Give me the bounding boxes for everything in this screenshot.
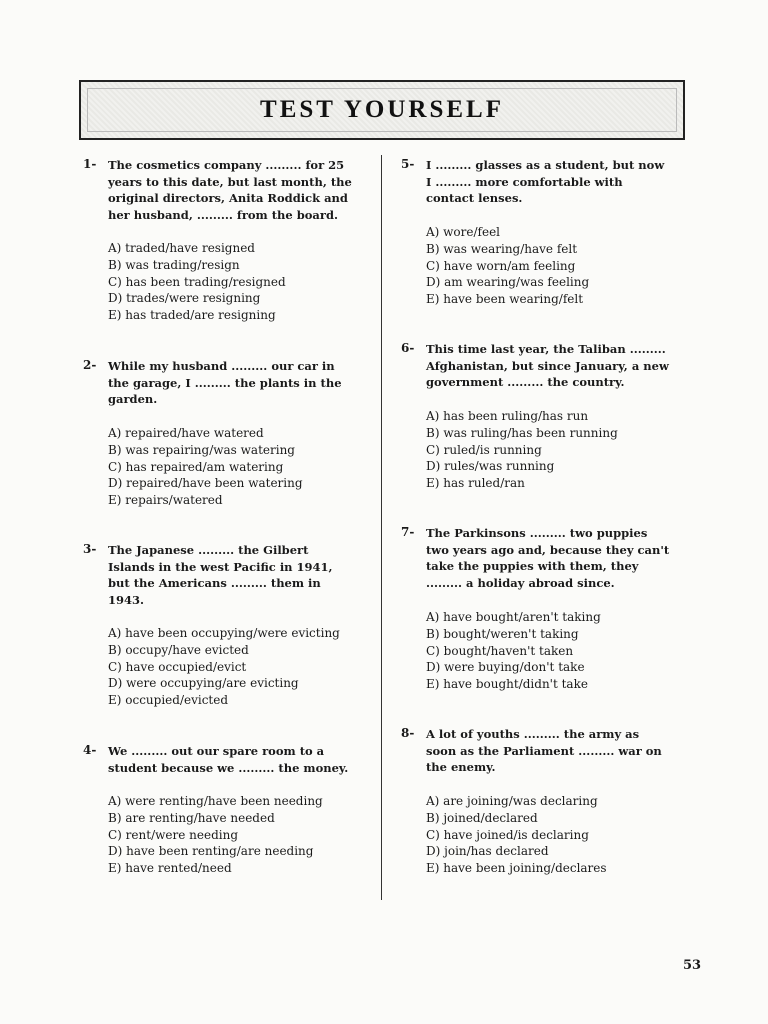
answer-options [108,425,303,509]
page-title: TEST YOURSELF [260,96,504,123]
option-a[interactable]: A) are joining/was declaring [426,794,598,808]
answer-options [426,224,589,308]
option-d[interactable]: D) repaired/have been watering [108,476,303,491]
option-c[interactable]: C) rent/were needing [108,827,238,842]
question-5 [401,157,701,307]
option-a[interactable]: A) have bought/aren't taking [426,610,601,624]
option-b[interactable]: B) joined/declared [426,810,538,825]
question-number: 2- [83,358,97,372]
option-c[interactable]: C) has repaired/am watering [108,459,284,474]
option-a[interactable]: A) have been occupying/were evicting [108,626,340,640]
question-number: 3- [83,542,97,556]
option-b[interactable]: B) occupy/have evicted [108,642,249,657]
answer-options [108,793,323,877]
option-e[interactable]: E) occupied/evicted [108,693,229,708]
question-number: 6- [401,341,415,355]
option-a[interactable]: A) repaired/have watered [108,426,264,440]
option-b[interactable]: B) was trading/resign [108,257,240,272]
option-e[interactable]: E) have been joining/declares [426,861,607,876]
option-a[interactable]: A) were renting/have been needing [108,794,323,808]
question-stem: While my husband ......... our car in the garage, I ......... the plants in the garden. [108,359,342,407]
option-e[interactable]: E) have rented/need [108,861,232,876]
option-d[interactable]: D) join/has declared [426,844,549,859]
option-e[interactable]: E) have bought/didn't take [426,677,588,692]
question-1 [83,157,373,327]
question-stem: I ......... glasses as a student, but now I ......... more comfortable with contact lenses. [426,158,665,206]
question-stem: The cosmetics company ......... for 25 years to this date, but last month, the original directors, Anita Roddick and her husband, ......... from the board. [108,158,352,223]
option-d[interactable]: D) have been renting/are needing [108,844,314,859]
option-c[interactable]: C) have worn/am feeling [426,258,576,273]
question-stem: A lot of youths ......... the army as soon as the Parliament ......... war on the enemy. [426,727,662,775]
question-2 [83,358,373,518]
question-3 [83,542,373,717]
option-b[interactable]: B) was ruling/has been running [426,425,618,440]
question-4 [83,743,373,883]
option-c[interactable]: C) has been trading/resigned [108,274,286,289]
question-8 [401,726,701,886]
question-number: 7- [401,525,415,539]
title-box [79,80,685,140]
option-d[interactable]: D) trades/were resigning [108,291,261,306]
option-e[interactable]: E) has traded/are resigning [108,308,276,323]
option-e[interactable]: E) repairs/watered [108,493,223,508]
answer-options [108,625,340,709]
option-b[interactable]: B) was repairing/was watering [108,442,295,457]
option-e[interactable]: E) has ruled/ran [426,476,525,491]
answer-options [426,793,607,877]
option-d[interactable]: D) rules/was running [426,459,555,474]
question-number: 5- [401,157,415,171]
question-stem: The Japanese ......... the Gilbert Islands in the west Pacific in 1941, but the Americans ......... them in 1943. [108,543,333,608]
option-a[interactable]: A) has been ruling/has run [426,409,589,423]
option-c[interactable]: C) have occupied/evict [108,659,247,674]
page-number: 53 [683,958,702,973]
answer-options [426,408,618,492]
question-number: 4- [83,743,97,757]
question-number: 1- [83,157,97,171]
option-b[interactable]: B) bought/weren't taking [426,626,579,641]
option-a[interactable]: A) traded/have resigned [108,241,255,255]
option-d[interactable]: D) were buying/don't take [426,660,585,675]
option-a[interactable]: A) wore/feel [426,225,501,239]
option-c[interactable]: C) ruled/is running [426,442,542,457]
option-c[interactable]: C) bought/haven't taken [426,643,574,658]
option-b[interactable]: B) are renting/have needed [108,810,275,825]
answer-options [108,240,286,324]
question-7 [401,525,701,700]
column-divider [381,155,382,900]
option-d[interactable]: D) were occupying/are evicting [108,676,299,691]
option-b[interactable]: B) was wearing/have felt [426,241,578,256]
answer-options [426,609,601,693]
option-c[interactable]: C) have joined/is declaring [426,827,589,842]
question-stem: The Parkinsons ......... two puppies two years ago and, because they can't take the puppies with them, they ......... a holiday abroad since. [426,526,670,591]
question-number: 8- [401,726,415,740]
option-d[interactable]: D) am wearing/was feeling [426,275,590,290]
question-stem: This time last year, the Taliban ......... Afghanistan, but since January, a new government ......... the country. [426,342,669,390]
question-stem: We ......... out our spare room to a student because we ......... the money. [108,744,349,775]
option-e[interactable]: E) have been wearing/felt [426,292,584,307]
question-6 [401,341,701,496]
